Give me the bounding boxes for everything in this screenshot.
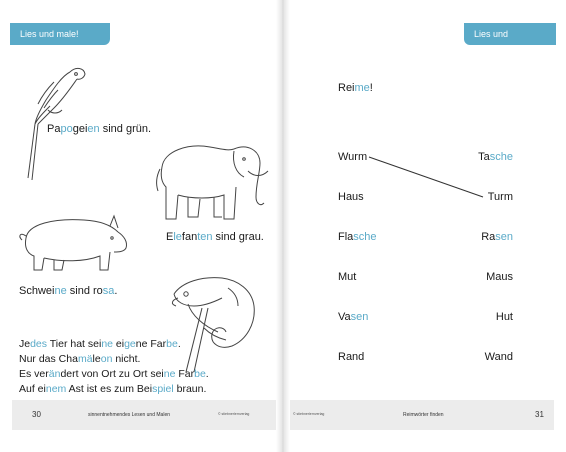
word-right-1[interactable]: Tasche [478,151,513,163]
text-segment: E [166,231,174,243]
right-copyright: © stiebnerlernverlag [293,412,325,416]
rhyme-heading: Reime! [338,82,373,94]
word-right-5[interactable]: Hut [495,311,513,323]
paragraph-line-2: Nur das Chamäleon nicht. [19,353,141,365]
paragraph-line-3: Es verändert von Ort zu Ort seine Farbe. [19,368,209,380]
left-tab-label: Lies und male! [10,23,110,45]
text-segment: sind grün. [99,123,152,135]
word-left-6[interactable]: Rand [338,351,365,363]
syllable-highlight: ten [197,231,213,243]
word-right-6[interactable]: Wand [484,351,513,363]
word-left-3[interactable]: Flasche [338,231,377,243]
syllable-highlight: po [60,123,73,135]
paragraph-line-1: Jedes Tier hat seine eigene Farbe. [19,338,181,350]
word-left-4[interactable]: Mut [338,271,357,283]
syllable-highlight: le [173,231,182,243]
word-left-2[interactable]: Haus [338,191,364,203]
text-segment: . [114,285,118,297]
left-section-label: sinnentnehmendes Lesen und Malen [88,412,171,418]
paragraph-line-4: Auf einem Ast ist es zum Beispiel braun. [19,383,207,395]
text-segment: sind ro [66,285,103,297]
word-right-2[interactable]: Turm [487,191,513,203]
word-right-4[interactable]: Maus [486,271,513,283]
text-segment: fan [181,231,198,243]
text-segment: sind grau. [212,231,264,243]
word-left-1[interactable]: Wurm [338,151,368,163]
text-segment: Pa [47,123,61,135]
left-page-number: 30 [32,410,41,419]
text-segment: gei [72,123,88,135]
syllable-highlight: en [87,123,100,135]
right-page-number: 31 [535,410,544,419]
left-copyright: © stiebnerlernverlag [218,412,250,416]
syllable-highlight: sa [102,285,115,297]
syllable-highlight: ne [54,285,67,297]
right-section-label: Reimwörter finden [403,412,444,418]
word-left-5[interactable]: Vasen [338,311,369,323]
text-segment: Schwei [19,285,55,297]
right-tab-label: Lies und verbinde! [464,23,556,45]
word-right-3[interactable]: Rasen [481,231,513,243]
